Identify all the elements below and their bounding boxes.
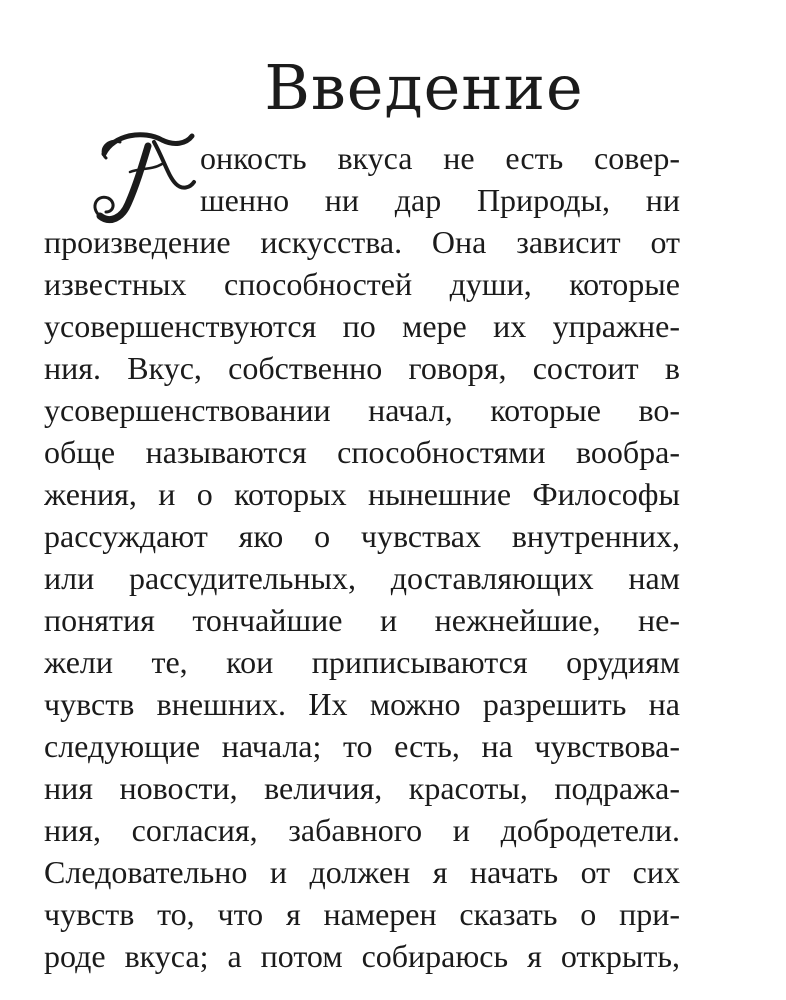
text-line-6: ния. Вкус, собственно говоря, состоит в: [44, 350, 680, 386]
text-line-17: ния, согласия, забавного и добродетели.: [44, 812, 680, 848]
text-line-10: рассуждают яко о чувствах внутренних,: [44, 518, 680, 554]
ornamental-initial-t-icon: [84, 124, 200, 234]
text-line-20: роде вкуса; а потом собираюсь я открыть,: [44, 938, 680, 974]
text-line-4: известных способностей души, которые: [44, 266, 680, 302]
text-line-15: следующие начала; то есть, на чувствова-: [44, 728, 680, 764]
text-line-9: жения, и о которых нынешние Философы: [44, 476, 680, 512]
chapter-title: Введение: [264, 51, 584, 124]
text-line-8: обще называются способностями вообра-: [44, 434, 680, 470]
text-line-18: Следовательно и должен я начать от сих: [44, 854, 680, 890]
text-line-19: чувств то, что я намерен сказать о при-: [44, 896, 680, 932]
text-line-12: понятия тончайшие и нежнейшие, не-: [44, 602, 680, 638]
text-line-7: усовершенствовании начал, которые во-: [44, 392, 680, 428]
text-line-1: онкость вкуса не есть совер-: [200, 140, 680, 176]
text-line-3: произведение искусства. Она зависит от: [44, 224, 680, 260]
text-line-13: жели те, кои приписываются орудиям: [44, 644, 680, 680]
text-line-16: ния новости, величия, красоты, подража-: [44, 770, 680, 806]
text-line-5: усовершенствуются по мере их упражне-: [44, 308, 680, 344]
text-line-14: чувств внешних. Их можно разрешить на: [44, 686, 680, 722]
drop-cap: [84, 124, 200, 234]
text-line-2: шенно ни дар Природы, ни: [200, 182, 680, 218]
text-line-11: или рассудительных, доставляющих нам: [44, 560, 680, 596]
